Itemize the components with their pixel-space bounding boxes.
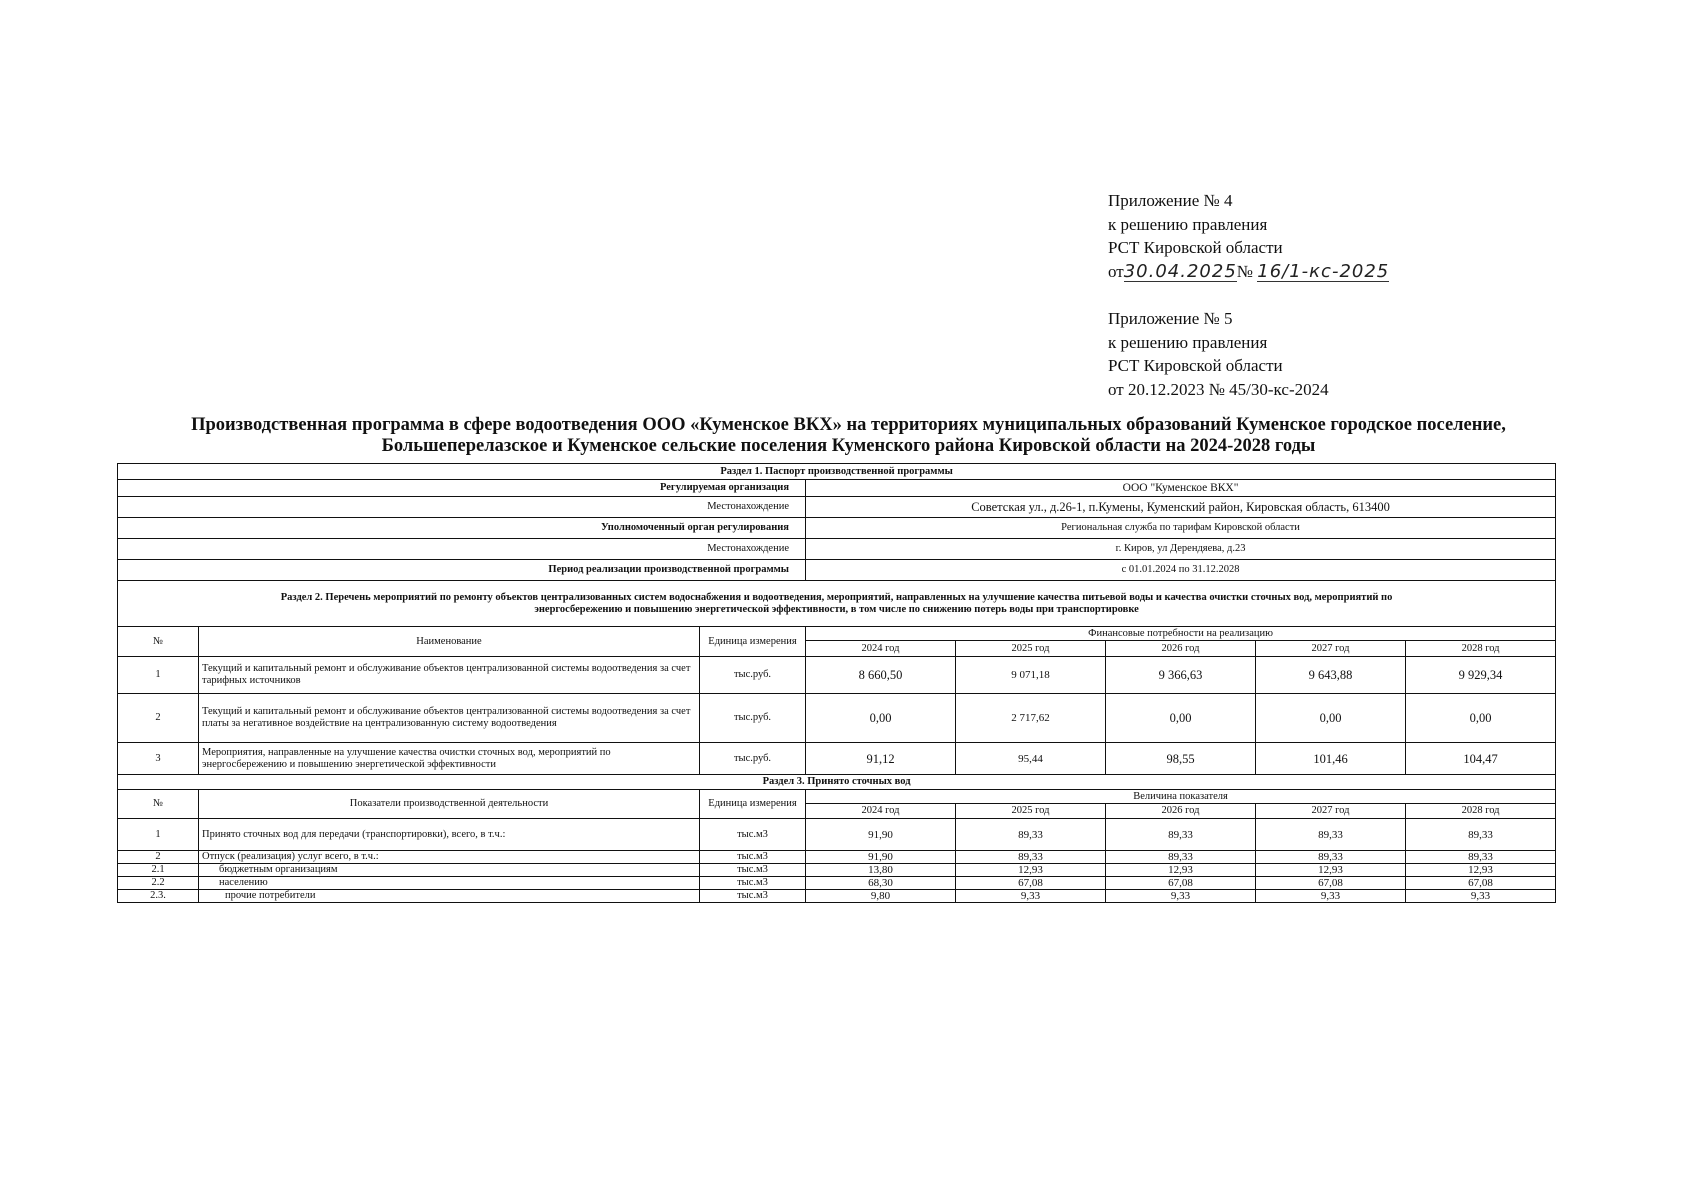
passport-label: Уполномоченный орган регулирования	[118, 518, 806, 539]
section1-header: Раздел 1. Паспорт производственной программы	[118, 464, 1556, 480]
row-value: 9 643,88	[1256, 657, 1406, 694]
row-value: 9,33	[1406, 890, 1556, 903]
row-value: 89,33	[956, 819, 1106, 851]
table-row	[118, 657, 1556, 694]
year-header: 2025 год	[956, 641, 1106, 657]
row-value: 68,30	[806, 877, 956, 890]
col-unit-header: Единица измерения	[700, 790, 806, 819]
section2-header	[118, 581, 1556, 627]
appendix-4-number-handwritten: 16/1-кс-2025	[1257, 260, 1390, 282]
year-header: 2025 год	[956, 804, 1106, 819]
row-value: 91,90	[806, 819, 956, 851]
row-name: Отпуск (реализация) услуг всего, в т.ч.:	[199, 851, 700, 864]
table-row	[118, 851, 1556, 864]
passport-value: г. Киров, ул Дерендяева, д.23	[806, 539, 1556, 560]
row-name: Принято сточных вод для передачи (транспортировки), всего, в т.ч.:	[199, 819, 700, 851]
row-value: 0,00	[1256, 694, 1406, 743]
passport-value: Советская ул., д.26-1, п.Кумены, Куменский район, Кировская область, 613400	[806, 497, 1556, 518]
col-group-header: Финансовые потребности на реализацию	[806, 627, 1556, 641]
row-value: 89,33	[1406, 819, 1556, 851]
passport-row	[118, 518, 1556, 539]
row-number: 2	[118, 851, 199, 864]
document-title	[120, 415, 1577, 457]
passport-value: с 01.01.2024 по 31.12.2028	[806, 560, 1556, 581]
row-value: 89,33	[1106, 851, 1256, 864]
passport-value: Региональная служба по тарифам Кировской области	[806, 518, 1556, 539]
row-unit: тыс.м3	[700, 851, 806, 864]
appendix-4-title: Приложение № 4	[1108, 191, 1233, 210]
row-number: 1	[118, 657, 199, 694]
table-row	[118, 890, 1556, 903]
passport-row	[118, 497, 1556, 518]
row-value: 9,33	[1106, 890, 1256, 903]
row-value: 91,12	[806, 743, 956, 775]
table-row	[118, 694, 1556, 743]
row-value: 67,08	[956, 877, 1106, 890]
appendix-4-date-handwritten: 30.04.2025	[1123, 260, 1237, 282]
row-value: 9,80	[806, 890, 956, 903]
row-value: 9 071,18	[956, 657, 1106, 694]
table-row	[118, 743, 1556, 775]
row-value: 89,33	[1256, 851, 1406, 864]
production-program-table	[117, 463, 1556, 903]
appendix-4-line3: РСТ Кировской области	[1108, 238, 1283, 257]
document-title-line2: Большеперелазское и Куменское сельские поселения Куменского района Кировской области на 2024-2028 годы	[381, 436, 1316, 456]
row-value: 91,90	[806, 851, 956, 864]
table-row	[118, 864, 1556, 877]
row-value: 12,93	[956, 864, 1106, 877]
col-group-header: Величина показателя	[806, 790, 1556, 804]
row-number: 2.3.	[118, 890, 199, 903]
appendix-5-line3: РСТ Кировской области	[1108, 356, 1283, 375]
passport-row	[118, 480, 1556, 497]
row-value: 67,08	[1406, 877, 1556, 890]
appendix-5-block	[1108, 307, 1329, 401]
appendix-4-line2: к решению правления	[1108, 214, 1268, 234]
row-value: 95,44	[956, 743, 1106, 775]
row-number: 2	[118, 694, 199, 743]
col-number-header: №	[118, 790, 199, 819]
row-value: 89,33	[1106, 819, 1256, 851]
section2-header-line2: энергосбережению и повышению энергетической эффективности, в том числе по снижению потерь воды при транспортировке	[534, 603, 1139, 615]
section1-header-row	[118, 464, 1556, 480]
appendix-5-line2: к решению правления	[1108, 332, 1268, 352]
row-value: 104,47	[1406, 743, 1556, 775]
row-value: 2 717,62	[956, 694, 1106, 743]
appendix-4-block	[1108, 189, 1389, 283]
year-header: 2026 год	[1106, 804, 1256, 819]
year-header: 2027 год	[1256, 804, 1406, 819]
col-name-header: Показатели производственной деятельности	[199, 790, 700, 819]
row-name: бюджетным организациям	[199, 864, 700, 877]
passport-row	[118, 560, 1556, 581]
row-value: 67,08	[1256, 877, 1406, 890]
year-header: 2027 год	[1256, 641, 1406, 657]
row-value: 101,46	[1256, 743, 1406, 775]
row-unit: тыс.руб.	[700, 657, 806, 694]
section2-column-header-row	[118, 627, 1556, 641]
passport-label: Местонахождение	[118, 539, 806, 560]
appendix-5-title: Приложение № 5	[1108, 309, 1233, 328]
passport-row	[118, 539, 1556, 560]
section2-header-line1: Раздел 2. Перечень мероприятий по ремонту объектов централизованных систем водоснабжения и водоотведения, мероприятий, направленных на улучшение качества питьевой воды и качества очистки сточных вод, мероприятий по	[280, 591, 1393, 603]
col-number-header: №	[118, 627, 199, 657]
table-row	[118, 877, 1556, 890]
col-name-header: Наименование	[199, 627, 700, 657]
row-value: 98,55	[1106, 743, 1256, 775]
passport-value: ООО "Куменское ВКХ"	[806, 480, 1556, 497]
appendix-5-line4: от 20.12.2023 № 45/30-кс-2024	[1108, 379, 1329, 399]
row-name: Текущий и капитальный ремонт и обслуживание объектов централизованной системы водоотведения за счет платы за негативное воздействие на централизованную систему водоотведения	[199, 694, 700, 743]
row-value: 9 929,34	[1406, 657, 1556, 694]
year-header: 2024 год	[806, 641, 956, 657]
row-value: 0,00	[806, 694, 956, 743]
section3-header-row	[118, 775, 1556, 790]
year-header: 2028 год	[1406, 804, 1556, 819]
row-unit: тыс.м3	[700, 819, 806, 851]
appendix-4-no-sign: №	[1236, 261, 1254, 281]
row-unit: тыс.м3	[700, 864, 806, 877]
row-unit: тыс.м3	[700, 877, 806, 890]
row-value: 12,93	[1256, 864, 1406, 877]
row-value: 67,08	[1106, 877, 1256, 890]
passport-label: Регулируемая организация	[118, 480, 806, 497]
row-name: прочие потребители	[199, 890, 700, 903]
table-row	[118, 819, 1556, 851]
passport-label: Период реализации производственной программы	[118, 560, 806, 581]
row-value: 9,33	[1256, 890, 1406, 903]
row-value: 13,80	[806, 864, 956, 877]
row-value: 12,93	[1406, 864, 1556, 877]
row-value: 9,33	[956, 890, 1106, 903]
document-title-line1: Производственная программа в сфере водоотведения ООО «Куменское ВКХ» на территориях муниципальных образований Куменское городское поселение,	[191, 415, 1506, 435]
row-unit: тыс.руб.	[700, 694, 806, 743]
row-name: Текущий и капитальный ремонт и обслуживание объектов централизованной системы водоотведения за счет тарифных источников	[199, 657, 700, 694]
col-unit-header: Единица измерения	[700, 627, 806, 657]
row-number: 2.2	[118, 877, 199, 890]
year-header: 2026 год	[1106, 641, 1256, 657]
row-unit: тыс.руб.	[700, 743, 806, 775]
row-name: населению	[199, 877, 700, 890]
row-value: 9 366,63	[1106, 657, 1256, 694]
appendix-4-from: от	[1108, 261, 1124, 281]
section3-header: Раздел 3. Принято сточных вод	[118, 775, 1556, 790]
appendix-4-decision-line	[1108, 260, 1389, 284]
row-value: 89,33	[1406, 851, 1556, 864]
passport-label: Местонахождение	[118, 497, 806, 518]
year-header: 2024 год	[806, 804, 956, 819]
row-number: 3	[118, 743, 199, 775]
row-unit: тыс.м3	[700, 890, 806, 903]
section3-column-header-row	[118, 790, 1556, 804]
row-value: 0,00	[1106, 694, 1256, 743]
row-name: Мероприятия, направленные на улучшение качества очистки сточных вод, мероприятий по энергосбережению и повышению энергетической эффективности	[199, 743, 700, 775]
row-value: 0,00	[1406, 694, 1556, 743]
row-value: 89,33	[1256, 819, 1406, 851]
section2-header-row	[118, 581, 1556, 627]
row-number: 2.1	[118, 864, 199, 877]
row-value: 8 660,50	[806, 657, 956, 694]
row-value: 89,33	[956, 851, 1106, 864]
row-number: 1	[118, 819, 199, 851]
row-value: 12,93	[1106, 864, 1256, 877]
year-header: 2028 год	[1406, 641, 1556, 657]
